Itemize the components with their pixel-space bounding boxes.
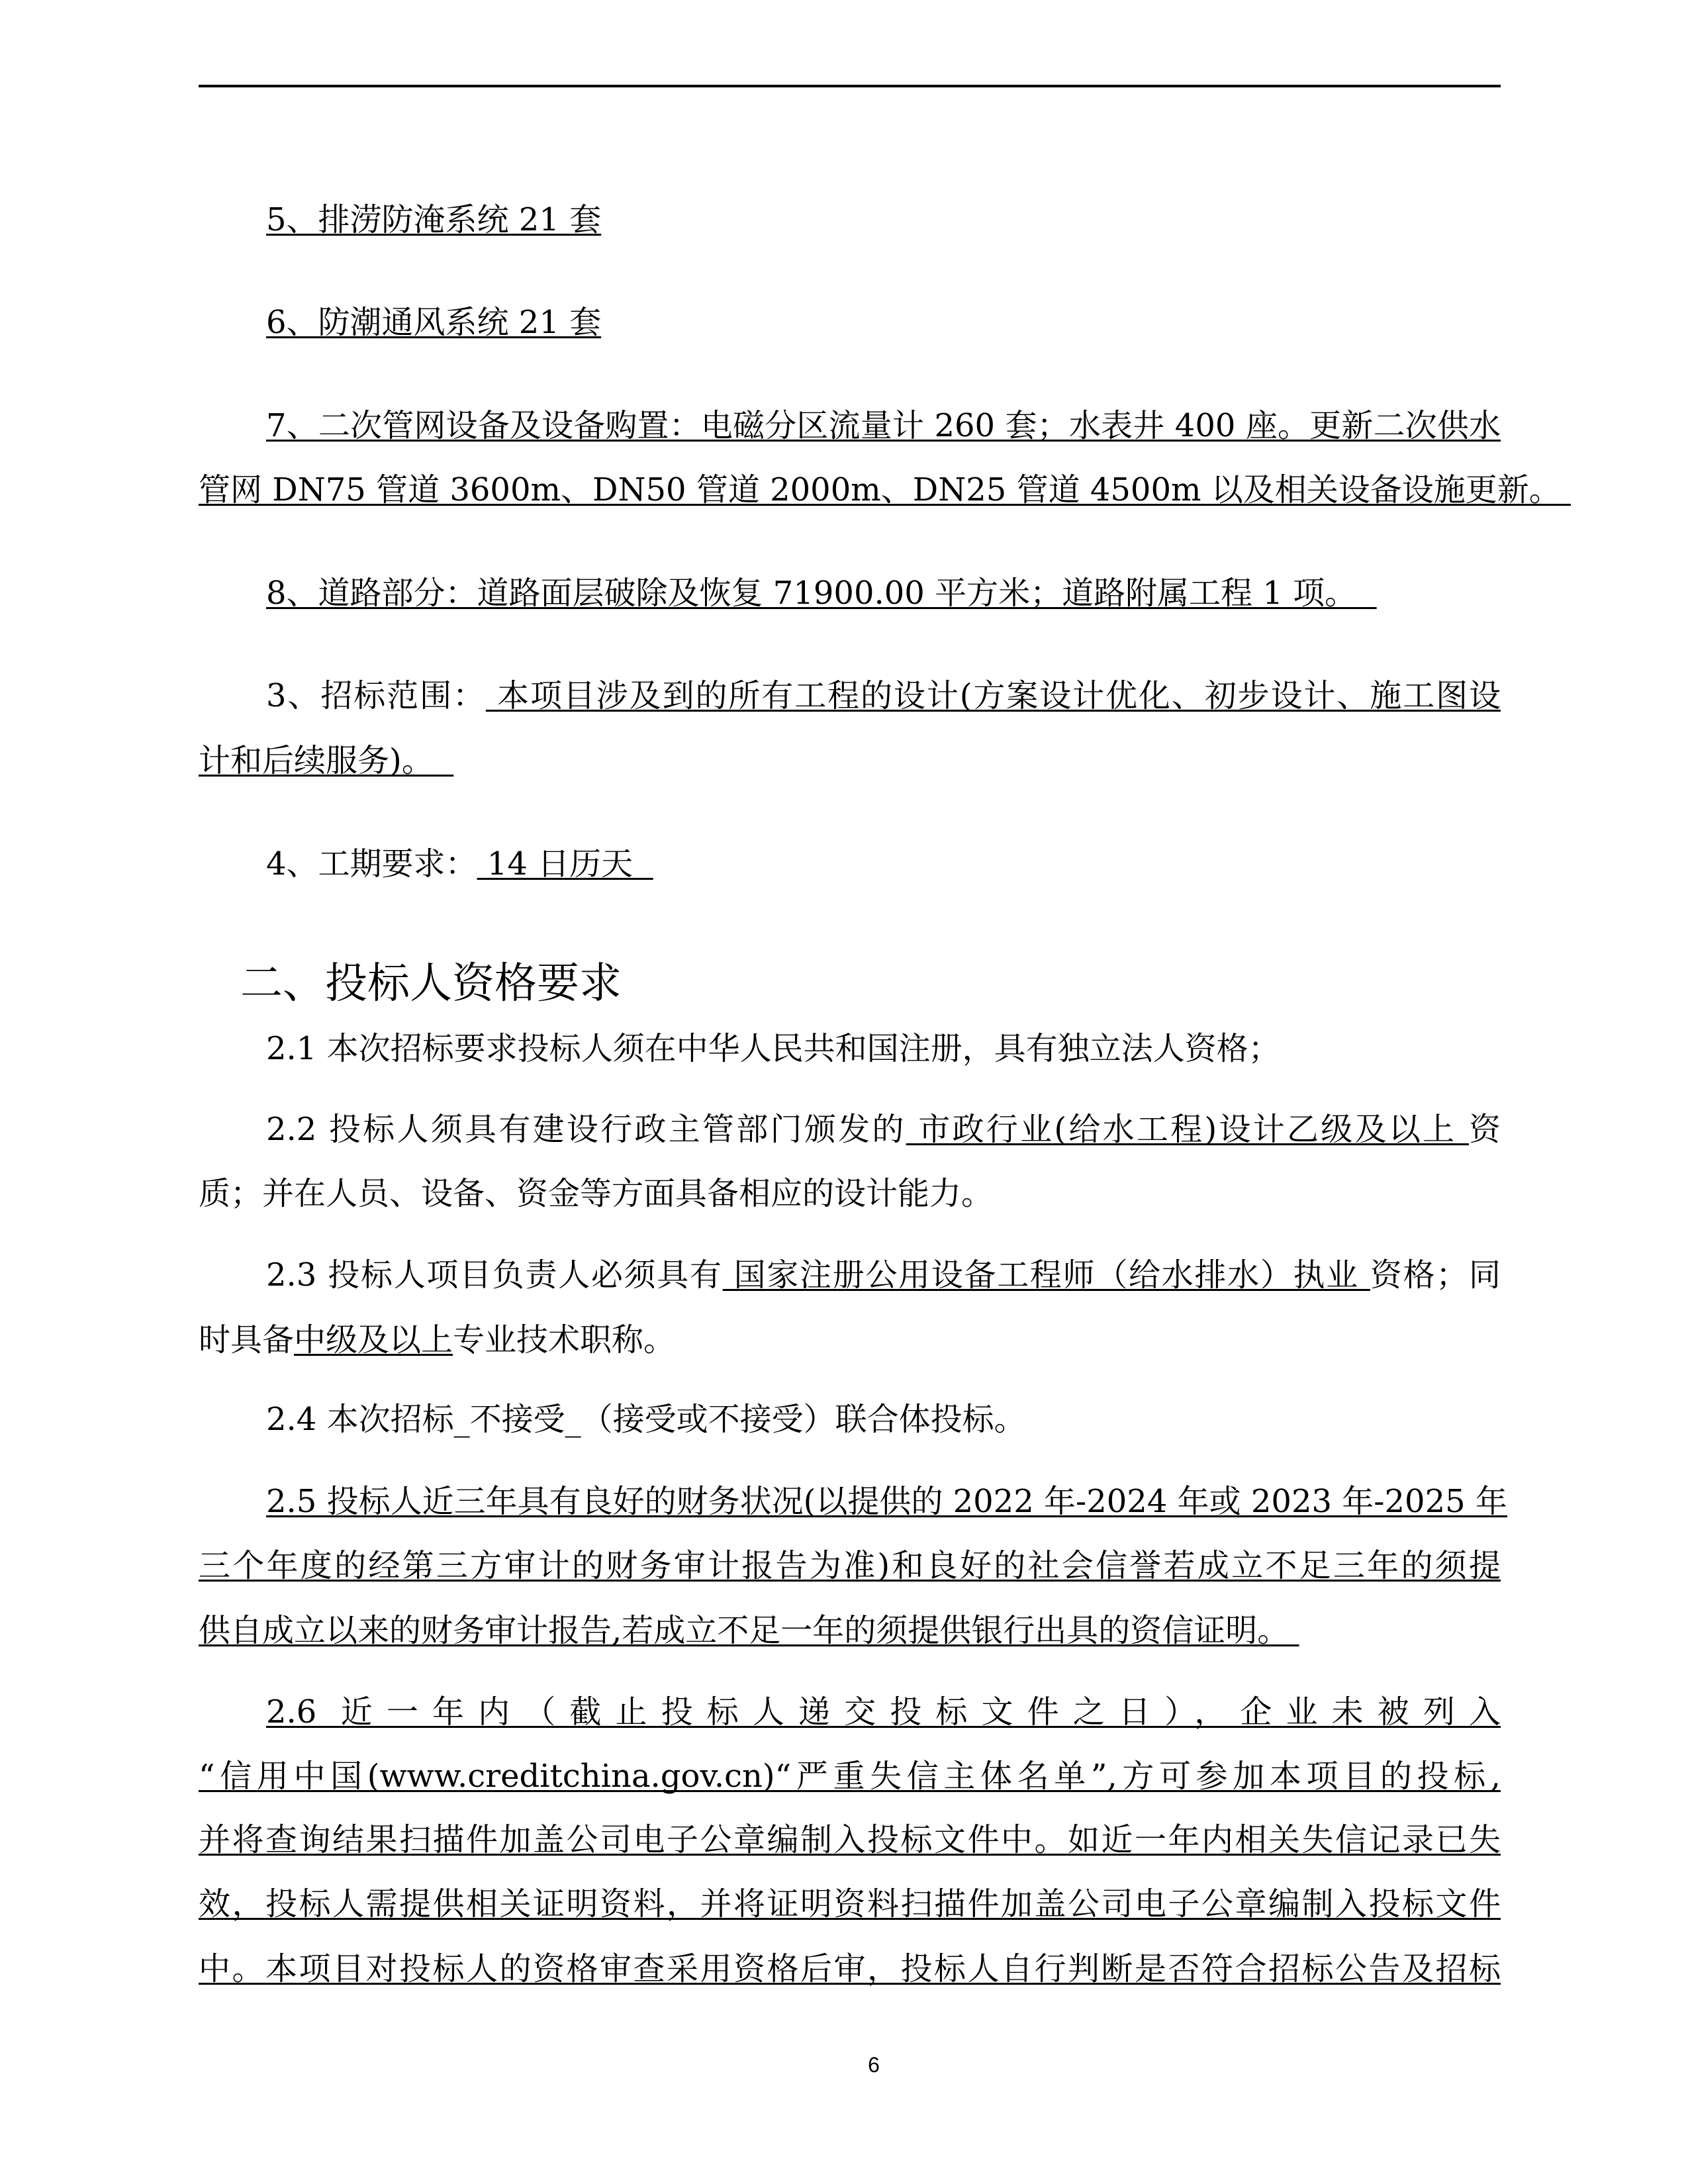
clause-2-4 [199, 1401, 1501, 1438]
clause-2-4-text: 2.4 本次招标_不接受_（接受或不接受）联合体投标。 [266, 1401, 1026, 1438]
tender-scope-value-1: 本项目涉及到的所有工程的设计(方案设计优化、初步设计、施工图设 [485, 677, 1501, 714]
tender-scope-label: 3、招标范围： [266, 677, 486, 714]
clause-2-1 [199, 1030, 1501, 1067]
header-rule [199, 85, 1501, 87]
scope-item-8 [199, 575, 1501, 612]
clause-2-3-line-2-post: 专业技术职称。 [453, 1321, 676, 1358]
scope-item-8-text: 8、道路部分：道路面层破除及恢复 71900.00 平方米；道路附属工程 1 项。 [266, 575, 1377, 612]
scope-item-7-text-1: 7、二次管网设备及设备购置：电磁分区流量计 260 套；水表井 400 座。更新二次供水 [266, 407, 1501, 444]
tender-scope-value-2: 计和后续服务)。 [199, 742, 454, 779]
tender-scope-line-2 [199, 742, 1501, 779]
clause-2-5-line-1 [199, 1483, 1507, 1520]
clause-2-3-line-1 [199, 1257, 1501, 1294]
scope-item-6-text: 6、防潮通风系统 21 套 [266, 304, 602, 341]
clause-2-6-line-2 [199, 1758, 1501, 1795]
scope-item-7-text-2: 管网 DN75 管道 3600m、DN50 管道 2000m、DN25 管道 4500m 以及相关设备设施更新。 [199, 471, 1571, 508]
section-2-heading: 二、投标人资格要求 [240, 959, 622, 1008]
duration-line [199, 845, 1501, 882]
clause-2-3-pre: 2.3 投标人项目负责人必须具有 [266, 1257, 723, 1294]
duration-value: 14 日历天 [477, 845, 653, 882]
scope-item-7-line-1 [199, 407, 1501, 444]
scope-item-6 [199, 304, 1501, 341]
clause-2-6-line-3 [199, 1821, 1501, 1858]
clause-2-2-qualification: 市政行业(给水工程)设计乙级及以上 [906, 1111, 1469, 1148]
clause-2-5-text-1: 2.5 投标人近三年具有良好的财务状况(以提供的 2022 年-2024 年或 2023 年-2025 年 [266, 1483, 1507, 1520]
clause-2-6-line-4 [199, 1885, 1501, 1923]
clause-2-3-line-2 [199, 1321, 1501, 1358]
clause-2-6-text-5: 中。本项目对投标人的资格审查采用资格后审，投标人自行判断是否符合招标公告及招标 [199, 1950, 1501, 1987]
clause-2-3-line-2-pre: 时具备 [199, 1321, 295, 1358]
clause-2-3-post: 资格；同 [1370, 1257, 1501, 1294]
clause-2-3-qualification: 国家注册公用设备工程师（给水排水）执业 [722, 1257, 1370, 1294]
clause-2-2-pre: 2.2 投标人须具有建设行政主管部门颁发的 [266, 1111, 906, 1148]
tender-scope-line-1 [199, 677, 1501, 714]
clause-2-1-text: 2.1 本次招标要求投标人须在中华人民共和国注册，具有独立法人资格； [266, 1030, 1280, 1067]
clause-2-2-post: 资 [1468, 1111, 1501, 1148]
clause-2-5-line-2 [199, 1547, 1501, 1584]
clause-2-6-line-1 [199, 1693, 1501, 1731]
clause-2-5-text-2: 三个年度的经第三方审计的财务审计报告为准)和良好的社会信誉若成立不足三年的须提 [199, 1547, 1501, 1584]
clause-2-6-text-4: 效，投标人需提供相关证明资料，并将证明资料扫描件加盖公司电子公章编制入投标文件 [199, 1885, 1501, 1923]
clause-2-6-text-3: 并将查询结果扫描件加盖公司电子公章编制入投标文件中。如近一年内相关失信记录已失 [199, 1821, 1501, 1858]
clause-2-6-text-1: 2.6 近一年内（截止投标人递交投标文件之日），企业未被列入 [266, 1693, 1501, 1731]
clause-2-6-line-5 [199, 1950, 1501, 1987]
clause-2-3-title-level: 中级及以上 [294, 1321, 453, 1358]
clause-2-6-text-2: “信用中国(www.creditchina.gov.cn)“严重失信主体名单”,方可参加本项目的投标, [199, 1758, 1501, 1795]
clause-2-5-line-3 [199, 1612, 1501, 1649]
scope-item-5 [199, 201, 1501, 238]
clause-2-5-text-3: 供自成立以来的财务审计报告,若成立不足一年的须提供银行出具的资信证明。 [199, 1612, 1299, 1649]
clause-2-2-line-1 [199, 1111, 1501, 1148]
duration-label: 4、工期要求： [266, 845, 477, 882]
scope-item-7-line-2 [199, 471, 1571, 508]
clause-2-2-line-2 [199, 1175, 1501, 1212]
scope-item-5-text: 5、排涝防淹系统 21 套 [266, 201, 602, 238]
page-number: 6 [868, 2053, 880, 2077]
clause-2-2-line-2-text: 质；并在人员、设备、资金等方面具备相应的设计能力。 [199, 1175, 994, 1212]
